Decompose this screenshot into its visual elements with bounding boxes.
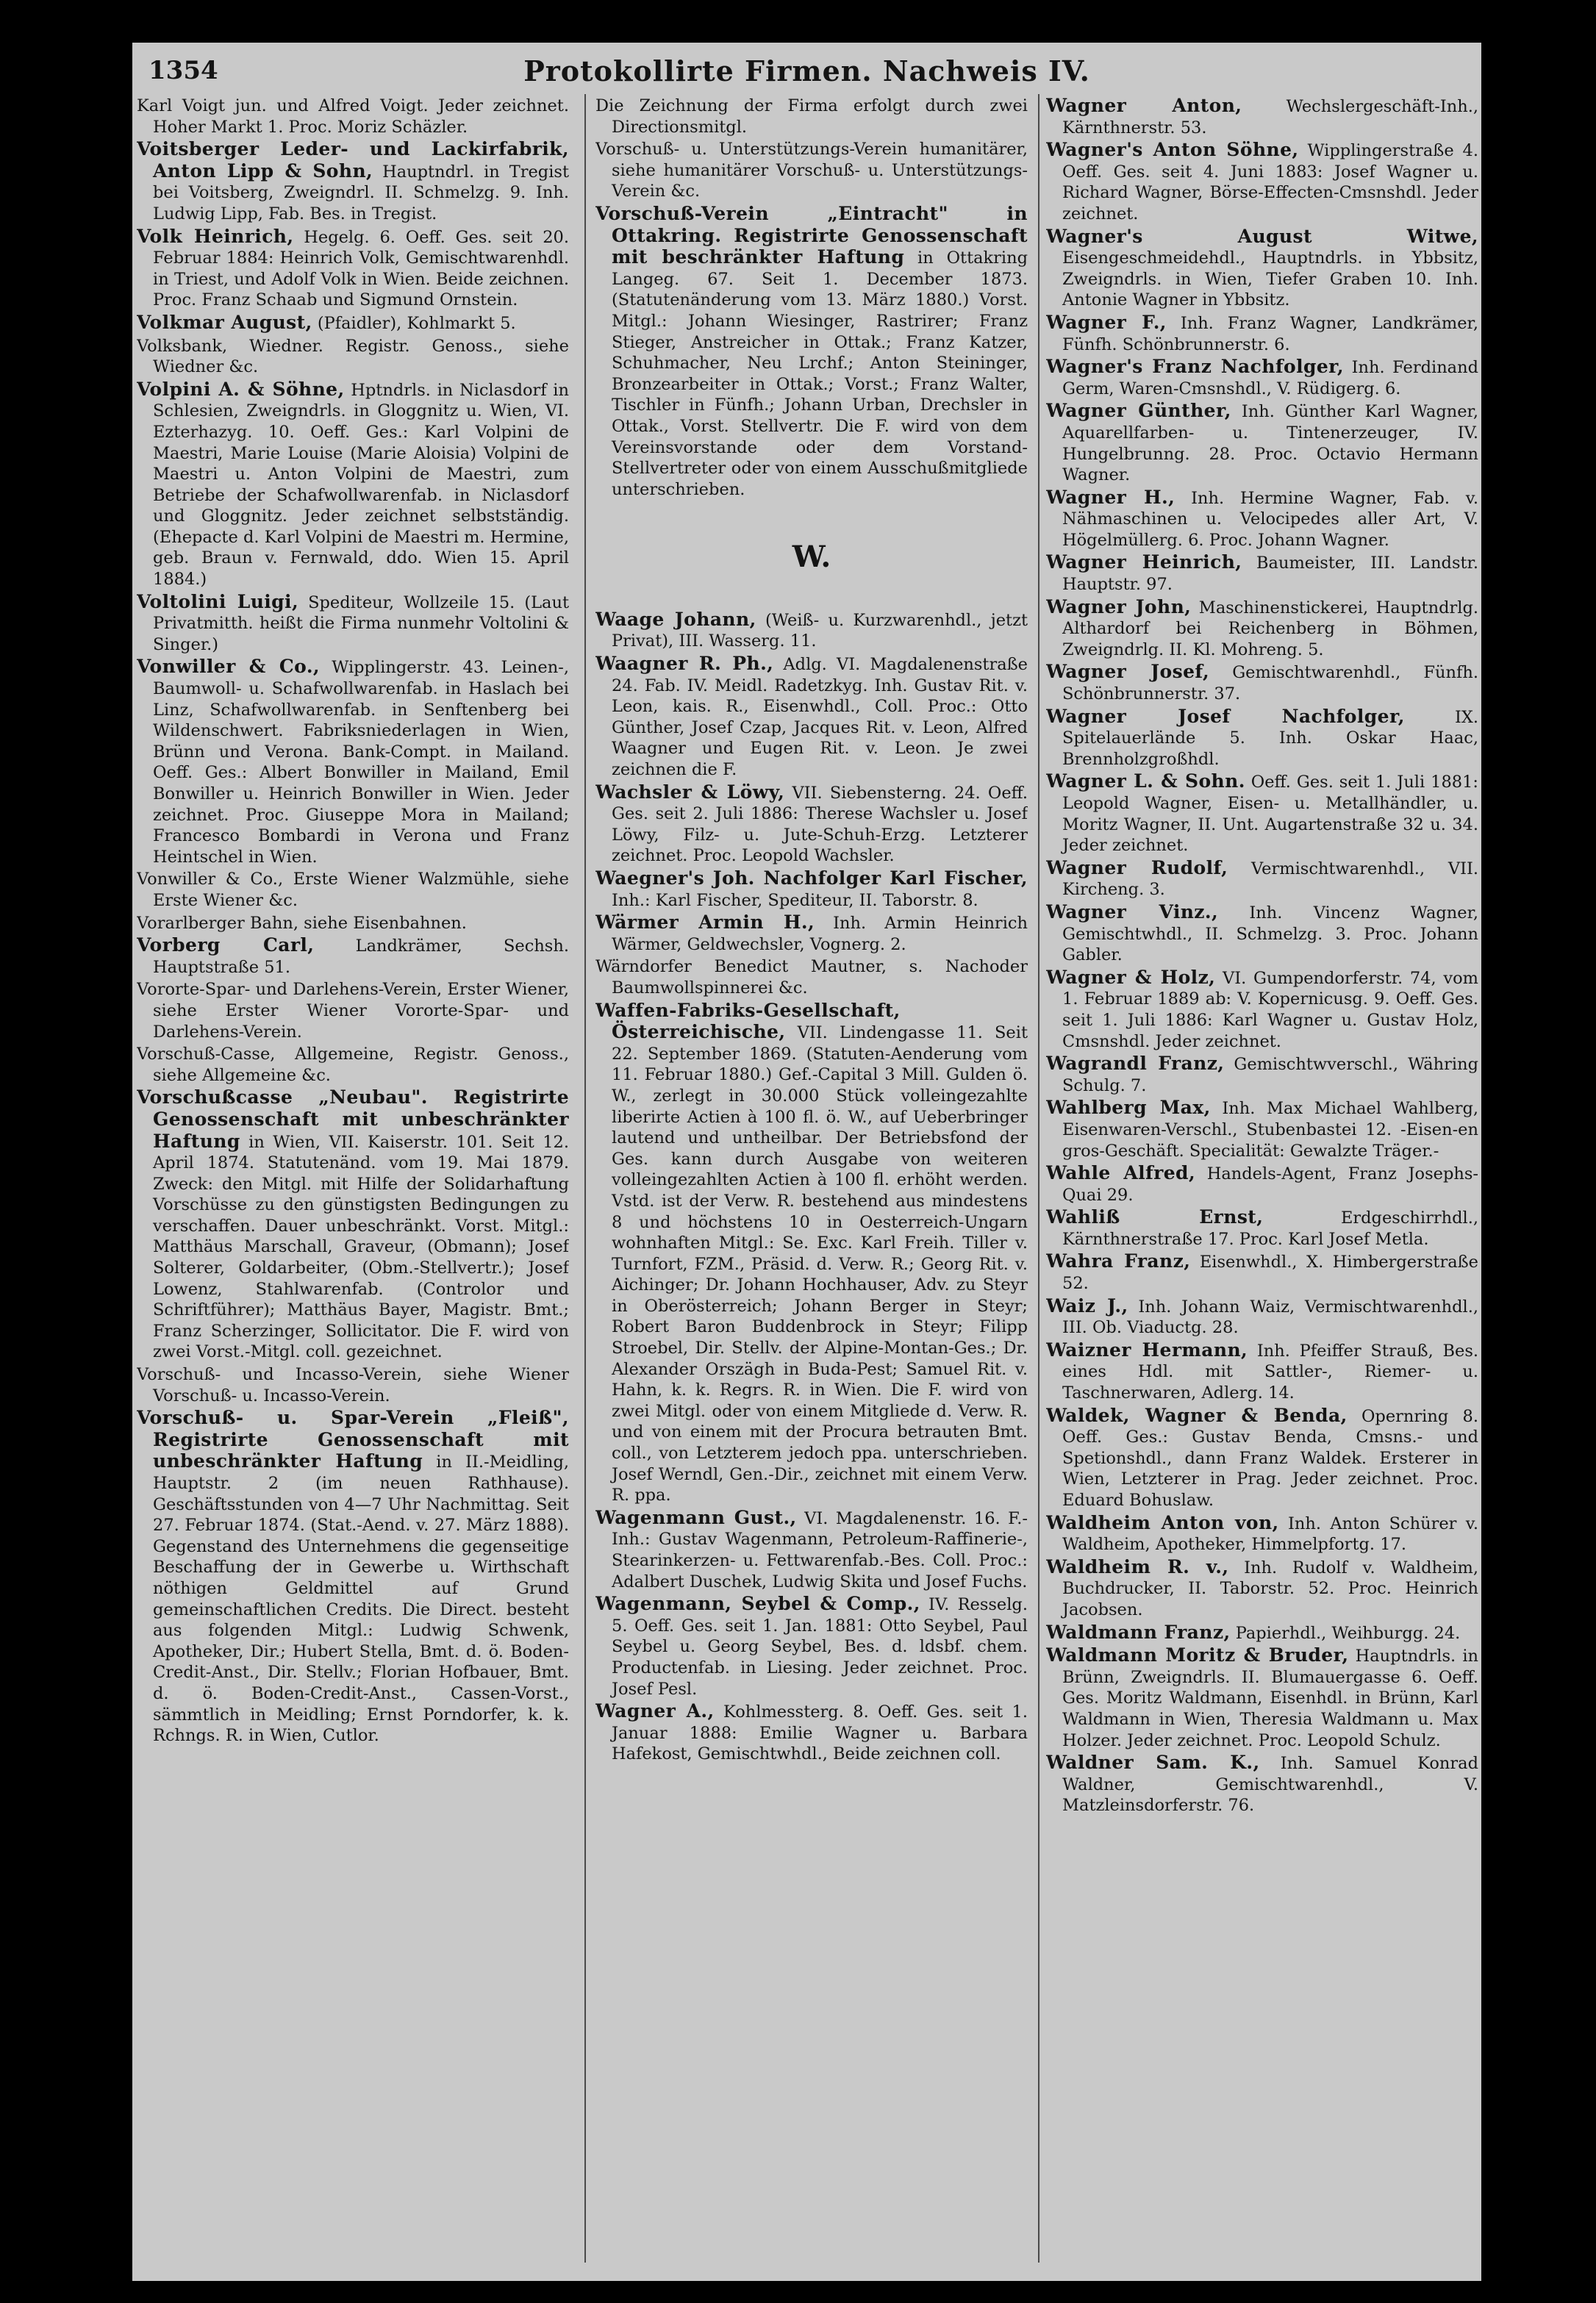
page-header (132, 43, 1481, 88)
firm-name: Wahle Alfred, (1046, 1162, 1196, 1184)
directory-entry (1046, 1097, 1478, 1161)
firm-name: Wagner Heinrich, (1046, 551, 1242, 573)
directory-entry (137, 1087, 569, 1363)
entry-text: Inh. Rudolf v. Waldheim, Buchdrucker, II. Taborstr. 52. Proc. Heinrich Jacobsen. (1062, 1558, 1478, 1619)
firm-name: Waldmann Franz, (1046, 1621, 1231, 1643)
entry-text: Vonwiller & Co., Erste Wiener Walzmühle, siehe Erste Wiener &c. (137, 870, 569, 910)
entry-text: Landkrämer, Sechsh. Hauptstraße 51. (153, 936, 569, 977)
firm-name: Waizner Hermann, (1046, 1339, 1248, 1361)
directory-entry (137, 1044, 569, 1086)
firm-name: Wagrandl Franz, (1046, 1053, 1225, 1075)
column-left (137, 96, 569, 2271)
entry-text: Inh. Franz Wagner, Landkrämer, Fünfh. Schönbrunnerstr. 6. (1062, 313, 1478, 354)
directory-entry (137, 935, 569, 978)
firm-name: Vorberg Carl, (137, 934, 315, 956)
entry-text: Inh. Armin Heinrich Wärmer, Geldwechsler, Vognerg. 2. (612, 914, 1028, 954)
firm-name: Wagner's Franz Nachfolger, (1046, 356, 1345, 378)
entry-text: Baumeister, III. Landstr. Hauptstr. 97. (1062, 554, 1478, 595)
directory-entry (1046, 401, 1478, 485)
entry-text: Spediteur, Wollzeile 15. (Laut Privatmitth. heißt die Firma nunmehr Voltolini & Singer.) (153, 592, 569, 654)
firm-name: Wagner Josef Nachfolger, (1046, 705, 1405, 727)
entry-text: IV. Resselg. 5. Oeff. Ges. seit 1. Jan. 1881: Otto Seybel, Paul Seybel u. Georg Seybel, Bes. d. ldsbf. chem. Productenfab. in Liesing. Jeder zeichnet. Proc. Josef Pesl. (612, 1595, 1028, 1699)
directory-entry (1046, 1296, 1478, 1339)
firm-name: Voltolini Luigi, (137, 590, 299, 612)
directory-entry (1046, 662, 1478, 704)
firm-name: Waagner R. Ph., (595, 653, 774, 675)
entry-text: Gemischtwarenhdl., Fünfh. Schönbrunnerstr. 37. (1062, 663, 1478, 704)
firm-name: Vorschuß- u. Spar-Verein „Fleiß", Registrirte Genossenschaft mit unbeschränkter Haftung (137, 1407, 569, 1472)
entry-text: Inh. Johann Waiz, Vermischtwarenhdl., III. Ob. Viaductg. 28. (1062, 1297, 1478, 1338)
directory-entry (1046, 312, 1478, 355)
directory-entry (1046, 1340, 1478, 1404)
column-divider (584, 94, 586, 2263)
entry-text: Oeff. Ges. seit 1. Juli 1881: Leopold Wagner, Eisen- u. Metallhändler, u. Moritz Wagner, II. Unt. Augartenstraße 32 u. 34. Jeder zeichnet. (1062, 773, 1478, 856)
entry-text: Papierhdl., Weihburgg. 24. (1235, 1623, 1461, 1643)
firm-name: Wagner's Anton Söhne, (1046, 139, 1299, 161)
firm-name: Wagner L. & Sohn. (1046, 770, 1245, 792)
directory-entry (1046, 1622, 1478, 1644)
firm-name: Vorschußcasse „Neubau". Registrirte Genossenschaft mit unbeschränkter Haftung (137, 1086, 569, 1152)
directory-entry (595, 1594, 1028, 1700)
firm-name: Waage Johann, (595, 608, 756, 630)
entry-text: Inh. Samuel Konrad Waldner, Gemischtwarenhdl., V. Matzleinsdorferstr. 76. (1062, 1754, 1478, 1816)
directory-entry (137, 1408, 569, 1747)
firm-name: Vorschuß-Verein „Eintracht" in Ottakring. Registrirte Genossenschaft mit beschränkter Haftung (595, 202, 1028, 268)
entry-text: Gemischtwverschl., Währing Schulg. 7. (1062, 1055, 1478, 1095)
firm-name: Wagner Anton, (1046, 96, 1242, 116)
entry-text: Inh. Anton Schürer v. Waldheim, Apotheker, Himmelpfortg. 17. (1062, 1514, 1478, 1555)
firm-name: Volpini A. & Söhne, (137, 378, 345, 400)
column-middle (595, 96, 1028, 2271)
entry-text: Wechslergeschäft-Inh., Kärnthnerstr. 53. (1062, 97, 1478, 137)
entry-text: Kohlmessterg. 8. Oeff. Ges. seit 1. Januar 1888: Emilie Wagner u. Barbara Hafekost, Gemischtwhdl., Beide zeichnen coll. (612, 1702, 1028, 1764)
document-page (132, 43, 1481, 2281)
directory-entry (1046, 552, 1478, 595)
entry-text: Inh. Ferdinand Germ, Waren-Cmsnshdl., V. Rüdigerg. 6. (1062, 358, 1478, 398)
entry-text: Handels-Agent, Franz Josephs-Quai 29. (1062, 1164, 1478, 1205)
directory-entry (595, 868, 1028, 911)
firm-name: Volk Heinrich, (137, 225, 294, 247)
firm-name: Waegner's Joh. Nachfolger Karl Fischer, (595, 867, 1028, 889)
directory-entry (1046, 902, 1478, 966)
firm-name: Waldheim Anton von, (1046, 1511, 1279, 1533)
entry-text: Hauptndrl. in Tregist bei Voitsberg, Zweigndrl. II. Schmelzg. 9. Inh. Ludwig Lipp, Fab. Bes. in Tregist. (153, 162, 569, 223)
directory-entry (1046, 226, 1478, 311)
entry-text: in Ottakring Langeg. 67. Seit 1. December 1873. (Statutenänderung vom 13. März 1880.) Vorst. Mitgl.: Johann Wiesinger, Rastrirer; Franz Stieger, Anstreicher in Ottak.; Franz Katzer, Schuhmacher, Neu Lrchf.; Anton Steininger, Bronzearbeiter in Ottak.; Vorst.; Franz Walter, Tischler in Fünfh.; Johann Urban, Drechsler in Ottak., Vorst. Stellvertr. Die F. wird von dem Vereinsvorstande oder dem Vorstand-Stellvertreter oder von einem Ausschußmitgliede unterschrieben. (612, 248, 1028, 499)
directory-entry (1046, 1557, 1478, 1621)
entry-text: Vermischtwarenhdl., VII. Kircheng. 3. (1062, 859, 1478, 900)
firm-name: Wagner Vinz., (1046, 900, 1219, 923)
entry-text: Eisengeschmeidehdl., Hauptndrls. in Ybbsitz, Zweigndrls. in Wien, Tiefer Graben 10. Inh. Antonie Wagner in Ybbsitz. (1062, 248, 1478, 310)
directory-entry (1046, 487, 1478, 551)
directory-entry (595, 609, 1028, 652)
directory-entry (1046, 1513, 1478, 1555)
entry-text: Vorschuß- und Incasso-Verein, siehe Wiener Vorschuß- u. Incasso-Verein. (137, 1365, 569, 1405)
entry-text: Wipplingerstraße 4. Oeff. Ges. seit 4. Juni 1883: Josef Wagner u. Richard Wagner, Börse-Effecten-Cmsnshdl. Jeder zeichnet. (1062, 141, 1478, 223)
directory-entry (1046, 357, 1478, 399)
firm-name: Wagner F., (1046, 311, 1167, 333)
directory-entry (1046, 96, 1478, 138)
directory-entry (137, 139, 569, 224)
directory-entry (1046, 706, 1478, 770)
entry-text: Hauptndrls. in Brünn, Zweigndrls. II. Blumauergasse 6. Oeff. Ges. Moritz Waldmann, Eisenhdl. in Brünn, Karl Waldmann in Wien, Theresia Waldmann u. Max Holzer. Jeder zeichnet. Proc. Leopold Schulz. (1062, 1647, 1478, 1750)
entry-text: VI. Gumpendorferstr. 74, vom 1. Februar 1889 ab: V. Kopernicusg. 9. Oeff. Ges. seit 1. Juli 1886: Karl Wagner u. Gustav Holz, Cmsnshdl. Jeder zeichnet. (1062, 968, 1478, 1051)
directory-entry (137, 592, 569, 656)
firm-name: Wagenmann, Seybel & Comp., (595, 1593, 920, 1615)
directory-entry (595, 96, 1028, 137)
entry-text: Hegelg. 6. Oeff. Ges. seit 20. Februar 1884: Heinrich Volk, Gemischtwarenhdl. in Triest, und Adolf Volk in Wien. Beide zeichnen. Proc. Franz Schaab und Sigmund Ornstein. (153, 227, 569, 310)
directory-entry (595, 782, 1028, 867)
directory-entry (137, 913, 569, 934)
firm-name: Waiz J., (1046, 1294, 1128, 1317)
entry-text: Wipplingerstr. 43. Leinen-, Baumwoll- u. Schafwollwarenfab. in Haslach bei Linz, Schafwollwarenfab. in Senftenberg bei Wildenschwert. Fabriksniederlagen in Wien, Brünn und Verona. Bank-Compt. in Mailand. Oeff. Ges.: Albert Bonwiller in Mailand, Emil Bonwiller u. Heinrich Bonwiller in Wien. Jeder zeichnet. Proc. Giuseppe Mora in Mailand; Francesco Bombardi in Verona und Franz Heintschel in Wien. (153, 658, 569, 867)
directory-entry (1046, 967, 1478, 1052)
firm-name: Waldheim R. v., (1046, 1555, 1229, 1577)
firm-name: Wagner John, (1046, 595, 1192, 617)
directory-entry (1046, 1053, 1478, 1096)
directory-entry (595, 1000, 1028, 1506)
entry-text: VI. Magdalenenstr. 16. F.-Inh.: Gustav Wagenmann, Petroleum-Raffinerie-, Stearinkerzen- u. Fettwarenfab.-Bes. Coll. Proc.: Adalbert Duschek, Ludwig Skita und Josef Fuchs. (612, 1508, 1028, 1591)
entry-text: VII. Lindengasse 11. Seit 22. September 1869. (Statuten-Aenderung vom 11. Februar 1880.) Gef.-Capital 3 Mill. Gulden ö. W., zerlegt in 30.000 Stück volleingezahlte liberirte Actien à 100 fl. ö. W., auf Ueberbringer lautend und untheilbar. Der Betriebsfond der Ges. kann durch Ausgabe von weiteren volleingezahlten Actien à 100 fl. erhöht werden. Vstd. ist der Verw. R. bestehend aus mindestens 8 und höchstens 10 in Oesterreich-Ungarn wohnhaften Mitgl.: Se. Exc. Karl Freih. Tiller v. Turnfort, FZM., Präsid. d. Verw. R.; Georg Rit. v. Aichinger; Dr. Johann Hochhauser, Adv. zu Steyr in Oberösterreich; Johann Berger in Steyr; Robert Baron Buddenbrock in Steyr; Filipp Stroebel, Dir. Stellv. der Alpine-Montan-Ges.; Dr. Alexander Orszägh in Buda-Pest; Samuel Rit. v. Hahn, k. k. Regrs. R. in Wien. Die F. wird von zwei Mitgl. oder von einem Mitgliede d. Verw. R. und von einem mit der Procura betrauten Bmt. coll., von Letzterem jedoch ppa. unterschrieben. Josef Werndl, Gen.-Dir., zeichnet mit einem Verw. R. ppa. (612, 1023, 1028, 1505)
directory-entry (137, 336, 569, 378)
directory-entry (137, 869, 569, 911)
directory-entry (137, 979, 569, 1042)
directory-entry (1046, 1645, 1478, 1751)
entry-text: VII. Siebensterng. 24. Oeff. Ges. seit 2. Juli 1886: Therese Wachsler u. Josef Löwy, Filz- u. Jute-Schuh-Erzg. Letzterer zeichnet. Proc. Leopold Wachsler. (612, 783, 1028, 866)
directory-entry (595, 139, 1028, 202)
entry-text: (Pfaidler), Kohlmarkt 5. (317, 313, 516, 333)
page-title: Protokollirte Firmen. Nachweis IV. (523, 54, 1090, 87)
firm-name: Vonwiller & Co., (137, 656, 321, 678)
firm-name: Wahliß Ernst, (1046, 1206, 1264, 1228)
directory-entry (595, 1701, 1028, 1765)
entry-text: Die Zeichnung der Firma erfolgt durch zwei Directionsmitgl. (595, 96, 1028, 137)
directory-entry (595, 204, 1028, 500)
directory-entry (137, 656, 569, 867)
firm-name: Wagner Josef, (1046, 661, 1210, 683)
firm-name: Voitsberger Leder- und Lackirfabrik, Anton Lipp & Sohn, (137, 138, 569, 182)
firm-name: Wagner Günther, (1046, 400, 1231, 422)
entry-text: Wärndorfer Benedict Mautner, s. Nachoder Baumwollspinnerei &c. (595, 957, 1028, 998)
directory-entry (1046, 858, 1478, 900)
directory-entry (137, 379, 569, 590)
entry-text: Karl Voigt jun. und Alfred Voigt. Jeder zeichnet. Hoher Markt 1. Proc. Moriz Schäzler. (137, 96, 569, 137)
entry-text: Vorarlberger Bahn, siehe Eisenbahnen. (137, 913, 467, 933)
entry-text: Inh. Günther Karl Wagner, Aquarellfarben- u. Tintenerzeuger, IV. Hungelbrunng. 28. Proc. Octavio Hermann Wagner. (1062, 402, 1478, 485)
firm-name: Waffen-Fabriks-Gesellschaft, Österreichische, (595, 999, 901, 1043)
entry-text: Adlg. VI. Magdalenenstraße 24. Fab. IV. Meidl. Radetzkyg. Inh. Gustav Rit. v. Leon, kais. R., Eisenwhdl., Coll. Proc.: Otto Günther, Josef Czap, Jacques Rit. v. Leon, Alfred Waagner und Eugen Rit. v. Leon. Je zwei zeichnen die F. (612, 655, 1028, 780)
directory-entry (595, 956, 1028, 998)
entry-text: Vorschuß- u. Unterstützungs-Verein humanitärer, siehe humanitärer Vorschuß- u. Unterstützungs-Verein &c. (595, 140, 1028, 201)
entry-text: Inh. Max Michael Wahlberg, Eisenwaren-Verschl., Stubenbastei 12. -Eisen-en gros-Geschäft. Specialität: Gewalzte Träger.- (1062, 1099, 1478, 1161)
directory-entry (1046, 597, 1478, 661)
firm-name: Wahra Franz, (1046, 1250, 1191, 1272)
firm-name: Wagenmann Gust., (595, 1506, 797, 1528)
firm-name: Wärmer Armin H., (595, 911, 815, 934)
firm-name: Wagner A., (595, 1700, 715, 1722)
directory-entry (137, 226, 569, 311)
directory-entry (1046, 140, 1478, 224)
section-letter: W. (792, 540, 831, 575)
entry-text: in Wien, VII. Kaiserstr. 101. Seit 12. April 1874. Statutenänd. vom 19. Mai 1879. Zweck: den Mitgl. mit Hilfe der Solidarhaftung Vorschüsse zu den günstigsten Bedingungen zu verschaffen. Dauer unbeschränkt. Vorst. Mitgl.: Matthäus Marschall, Graveur, (Obmann); Josef Solterer, Goldarbeiter, (Obm.-Stellvertr.); Josef Lowenz, Stahlwarenfab. (Controlor und Schriftführer); Matthäus Bayer, Magistr. Bmt.; Franz Scherzinger, Sollicitator. Die F. wird von zwei Vorst.-Mitgl. coll. gezeichnet. (153, 1132, 569, 1362)
entry-text: Inh.: Karl Fischer, Spediteur, II. Taborstr. 8. (612, 890, 978, 910)
entry-text: Volksbank, Wiedner. Registr. Genoss., siehe Wiedner &c. (137, 336, 569, 377)
directory-entry (1046, 1752, 1478, 1816)
column-right (1046, 96, 1478, 2271)
directory-entry (1046, 771, 1478, 856)
directory-entry (595, 653, 1028, 781)
directory-entry (595, 912, 1028, 955)
firm-name: Wachsler & Löwy, (595, 781, 785, 803)
directory-entry (595, 1508, 1028, 1592)
directory-entry (137, 1364, 569, 1406)
firm-name: Wagner & Holz, (1046, 966, 1216, 988)
directory-entry (1046, 1207, 1478, 1250)
page-number: 1354 (148, 56, 218, 85)
entry-text: Inh. Vincenz Wagner, Gemischtwhdl., II. Schmelzg. 3. Proc. Johann Gabler. (1062, 903, 1478, 965)
firm-name: Volkmar August, (137, 311, 312, 333)
firm-name: Waldek, Wagner & Benda, (1046, 1404, 1348, 1426)
firm-name: Wagner H., (1046, 486, 1175, 508)
entry-text: Erdgeschirrhdl., Kärnthnerstraße 17. Proc. Karl Josef Metla. (1062, 1208, 1478, 1249)
firm-name: Wahlberg Max, (1046, 1097, 1211, 1119)
entry-text: Eisenwhdl., X. Himbergerstraße 52. (1062, 1253, 1478, 1294)
directory-entry (1046, 1163, 1478, 1206)
entry-text: in II.-Meidling, Hauptstr. 2 (im neuen Rathhause). Geschäftsstunden von 4—7 Uhr Nachmittag. Seit 27. Februar 1874. (Stat.-Aend. v. 27. März 1888). Gegenstand des Unternehmens die gegenseitige Beschaffung der in Gewerbe u. Wirthschaft nöthigen Geldmittel auf Grund gemeinschaftlichen Credits. Die Direct. besteht aus folgenden Mitgl.: Ludwig Schwenk, Apotheker, Dir.; Hubert Stella, Bmt. d. ö. Boden-Credit-Anst., Dir. Stellv.; Florian Hofbauer, Bmt. d. ö. Boden-Credit-Anst., Cassen-Vorst., sämmtlich in Meidling; Ernst Porndorfer, k. k. Rchngs. R. in Wien, Cutlor. (153, 1453, 569, 1746)
entry-text: Inh. Hermine Wagner, Fab. v. Nähmaschinen u. Velocipedes aller Art, V. Högelmüllerg. 6. Proc. Johann Wagner. (1062, 488, 1478, 550)
firm-name: Wagner's August Witwe, (1046, 225, 1478, 247)
entry-text: Inh. Pfeiffer Strauß, Bes. eines Hdl. mit Sattler-, Riemer- u. Taschnerwaren, Adlerg. 14. (1062, 1341, 1478, 1403)
firm-name: Waldmann Moritz & Bruder, (1046, 1644, 1349, 1666)
entry-text: Vorschuß-Casse, Allgemeine, Registr. Genoss., siehe Allgemeine &c. (137, 1045, 569, 1085)
directory-entry (137, 96, 569, 137)
firm-name: Waldner Sam. K., (1046, 1752, 1260, 1774)
entry-text: Hptndrls. in Niclasdorf in Schlesien, Zweigndrls. in Gloggnitz u. Wien, VI. Ezterhazyg. 10. Oeff. Ges.: Karl Volpini de Maestri, Marie Louise (Marie Aloisia) Volpini de Maestri u. Anton Volpini de Maestri, zum Betriebe der Schafwollwarenfab. in Niclasdorf und Gloggnitz. Jeder zeichnet selbstständig. (Ehepacte d. Karl Volpini de Maestri m. Hermine, geb. Braun v. Fernwald, ddo. Wien 15. April 1884.) (153, 380, 569, 590)
firm-name: Wagner Rudolf, (1046, 856, 1228, 878)
directory-entry (137, 312, 569, 334)
directory-entry (1046, 1405, 1478, 1511)
column-divider (1038, 94, 1039, 2263)
entry-text: IX. Spitelauerlände 5. Inh. Oskar Haac, Brennholzgroßhdl. (1062, 707, 1478, 769)
entry-text: Maschinenstickerei, Hauptndrlg. Althardorf bei Reichenberg in Böhmen, Zweigndrlg. II. Kl. Mohreng. 5. (1062, 598, 1478, 659)
entry-text: Vororte-Spar- und Darlehens-Verein, Erster Wiener, siehe Erster Wiener Vororte-Spar- und Darlehens-Verein. (137, 980, 569, 1042)
entry-text: (Weiß- u. Kurzwarenhdl., jetzt Privat), III. Wasserg. 11. (612, 610, 1028, 651)
directory-entry (1046, 1251, 1478, 1294)
entry-text: Opernring 8. Oeff. Ges.: Gustav Benda, Cmsns.- und Spetionshdl., dann Franz Waldek. Ersterer in Wien, Letzterer in Prag. Jeder zeichnet. Proc. Eduard Bohuslaw. (1062, 1406, 1478, 1510)
